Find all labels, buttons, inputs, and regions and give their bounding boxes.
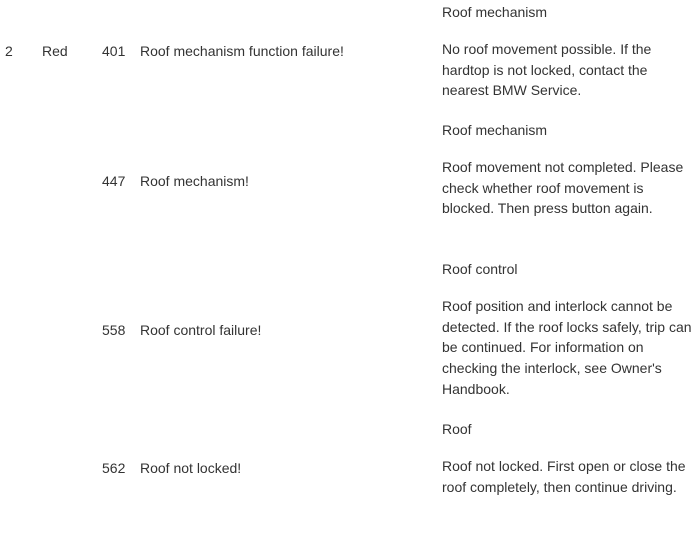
row-heading: Roof [442,421,472,437]
row-code: 562 [102,460,126,476]
row-heading: Roof control [442,261,518,277]
row-description: Roof position and interlock cannot be detected. If the roof locks safely, trip can be continued. For information on checking the interlock, see Owner's Handbook. [442,298,692,397]
row-description: Roof not locked. First open or close the roof completely, then continue driving. [442,458,686,495]
row-description: No roof movement possible. If the hardtop is not locked, contact the nearest BMW Service. [442,41,652,99]
row-code: 401 [102,43,126,59]
row-message: Roof control failure! [140,322,262,338]
row-number: 2 [5,43,13,59]
row-message: Roof mechanism function failure! [140,43,344,59]
row-message: Roof mechanism! [140,173,249,189]
row-heading: Roof mechanism [442,4,548,20]
row-color: Red [42,43,68,59]
row-code: 447 [102,173,126,189]
row-description: Roof movement not completed. Please check whether roof movement is blocked. Then press button again. [442,159,684,217]
row-heading: Roof mechanism [442,122,548,138]
row-code: 558 [102,322,126,338]
row-message: Roof not locked! [140,460,242,476]
